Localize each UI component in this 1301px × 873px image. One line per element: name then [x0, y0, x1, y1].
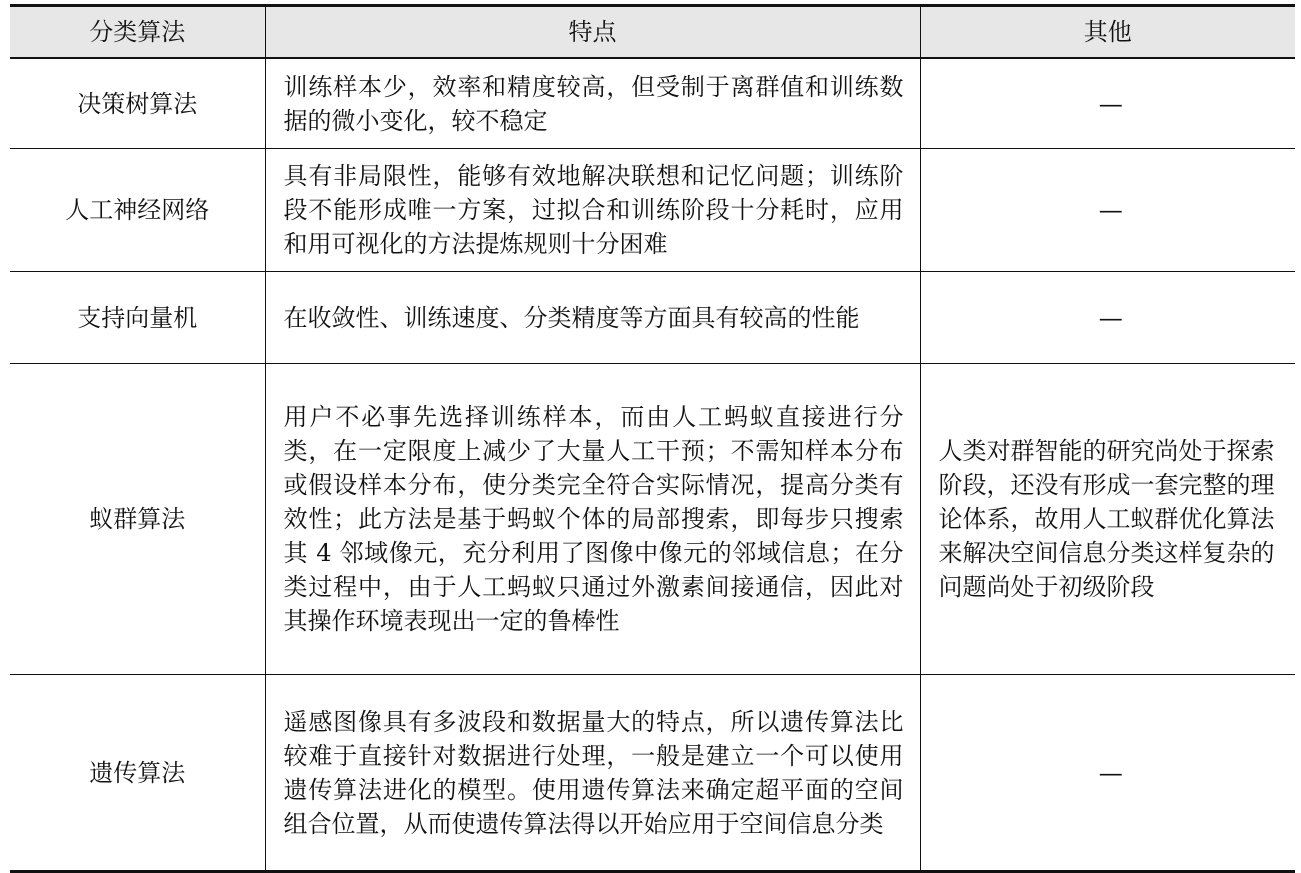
- algorithm-name: 支持向量机: [10, 272, 265, 364]
- algorithm-other: —: [920, 149, 1295, 272]
- table-row: [10, 364, 1295, 675]
- table-row: [10, 58, 1295, 149]
- table-row: [10, 149, 1295, 272]
- algorithm-other: —: [920, 272, 1295, 364]
- algorithm-name: 蚁群算法: [10, 364, 265, 675]
- algorithm-name: 遗传算法: [10, 675, 265, 872]
- algorithm-features: 用户不必事先选择训练样本，而由人工蚂蚁直接进行分类，在一定限度上减少了大量人工干预；不需知样本分布或假设样本分布，使分类完全符合实际情况，提高分类有效性；此方法是基于蚂蚁个体的局部搜索，即每步只搜索其 4 邻域像元，充分利用了图像中像元的邻域信息；在分类过程中，由于人工蚂蚁只通过外激素间接通信，因此对其操作环境表现出一定的鲁棒性: [265, 364, 920, 675]
- algorithm-other: —: [920, 675, 1295, 872]
- algorithm-other: 人类对群智能的研究尚处于探索阶段，还没有形成一套完整的理论体系，故用人工蚁群优化算法来解决空间信息分类这样复杂的问题尚处于初级阶段: [920, 364, 1295, 675]
- table-header: [10, 6, 1295, 59]
- header-algorithm: 分类算法: [10, 6, 265, 59]
- header-other: 其他: [920, 6, 1295, 59]
- algorithm-features: 具有非局限性，能够有效地解决联想和记忆问题；训练阶段不能形成唯一方案，过拟合和训练阶段十分耗时，应用和用可视化的方法提炼规则十分困难: [265, 149, 920, 272]
- algorithm-other: —: [920, 58, 1295, 149]
- algorithm-name: 决策树算法: [10, 58, 265, 149]
- algorithm-features: 遥感图像具有多波段和数据量大的特点，所以遗传算法比较难于直接针对数据进行处理，一般是建立一个可以使用遗传算法进化的模型。使用遗传算法来确定超平面的空间组合位置，从而使遗传算法得以开始应用于空间信息分类: [265, 675, 920, 872]
- header-features: 特点: [265, 6, 920, 59]
- header-row: [10, 6, 1295, 59]
- classification-algorithm-table: [10, 4, 1295, 873]
- algorithm-name: 人工神经网络: [10, 149, 265, 272]
- algorithm-features: 训练样本少，效率和精度较高，但受制于离群值和训练数据的微小变化，较不稳定: [265, 58, 920, 149]
- algorithm-features: 在收敛性、训练速度、分类精度等方面具有较高的性能: [265, 272, 920, 364]
- table-body: [10, 58, 1295, 872]
- table-row: [10, 272, 1295, 364]
